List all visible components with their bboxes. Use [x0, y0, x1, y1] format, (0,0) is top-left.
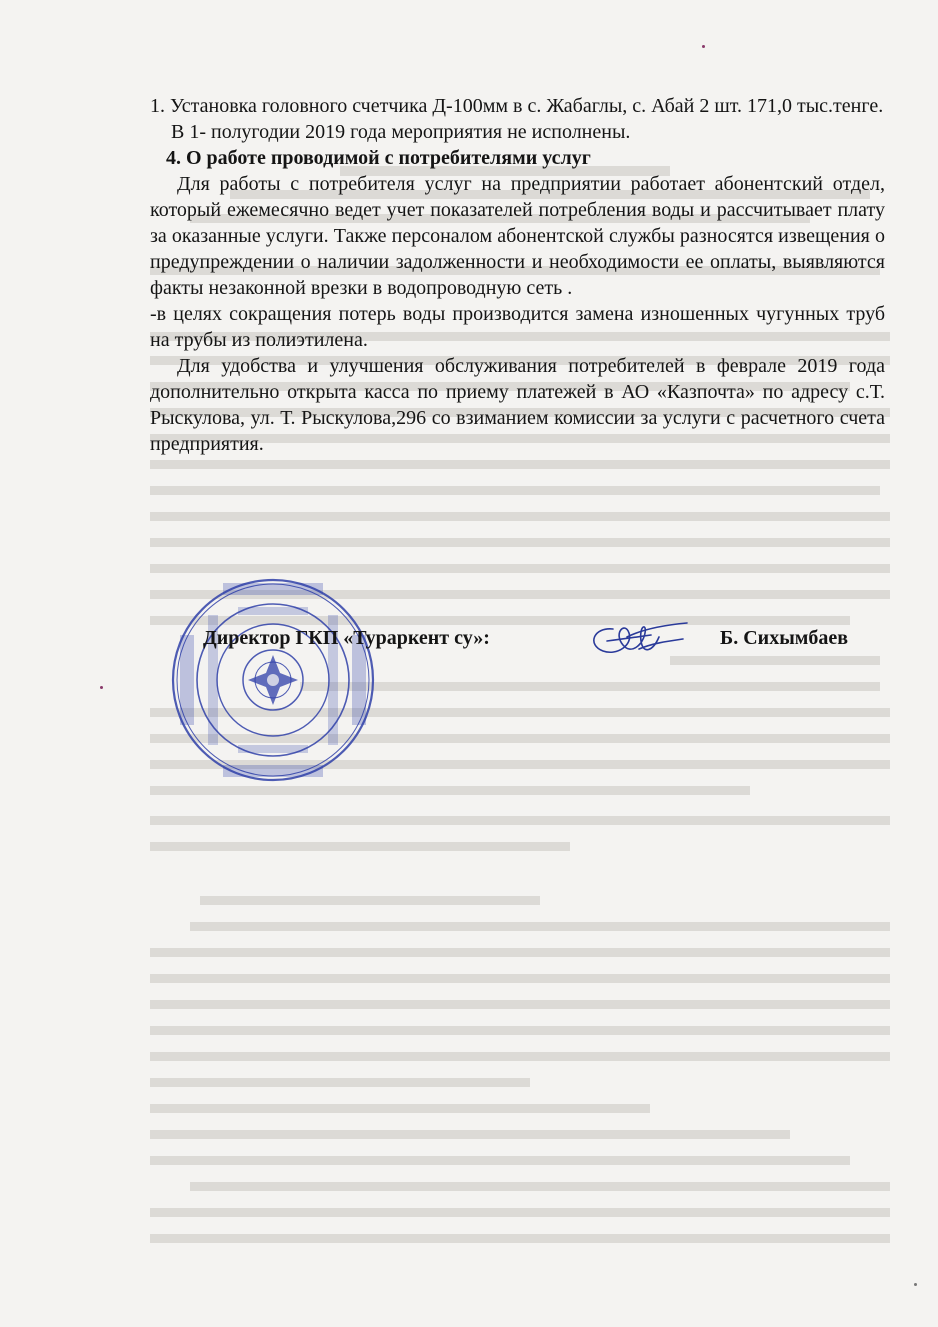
- paragraph-subscriber-department: Для работы с потребителя услуг на предприятии работает абонентский отдел, который ежемесячно ведет учет показателей потребления воды и рассчитывает плату за оказанные услуги. Также персоналом абонентской службы разносятся извещения о предупреждении о наличии задолженности и необходимости ее оплаты, выявляются факты незаконной врезки в водопроводную сеть .: [150, 173, 885, 299]
- signatory-name: Б. Сихымбаев: [720, 627, 849, 649]
- handwritten-signature: [583, 611, 693, 667]
- section-heading-consumers: 4. О работе проводимой с потребителями услуг: [166, 147, 591, 169]
- organization-seal-stamp: [168, 575, 378, 785]
- list-item-meter-installation: 1. Установка головного счетчика Д-100мм в с. Жабаглы, с. Абай 2 шт. 171,0 тыс.тенге.: [150, 95, 884, 117]
- signatory-title: Директор ГКП «Тураркент су»:: [203, 627, 490, 649]
- document-body: [150, 93, 885, 457]
- paragraph-payment-office: Для удобства и улучшения обслуживания потребителей в феврале 2019 года дополнительно открыта касса по приему платежей в АО «Казпочта» по адресу с.Т. Рыскулова, ул. Т. Рыскулова,296 со взиманием комиссии за услуги с расчетного счета предприятия.: [150, 355, 885, 455]
- scan-speck: [914, 1283, 917, 1286]
- signature-block: [203, 625, 883, 665]
- paragraph-pipe-replacement: -в целях сокращения потерь воды производится замена изношенных чугунных труб на трубы из полиэтилена.: [150, 303, 885, 351]
- paragraph-not-executed: В 1- полугодии 2019 года мероприятия не исполнены.: [171, 121, 631, 143]
- scan-speck: [702, 45, 705, 48]
- scan-speck: [100, 686, 103, 689]
